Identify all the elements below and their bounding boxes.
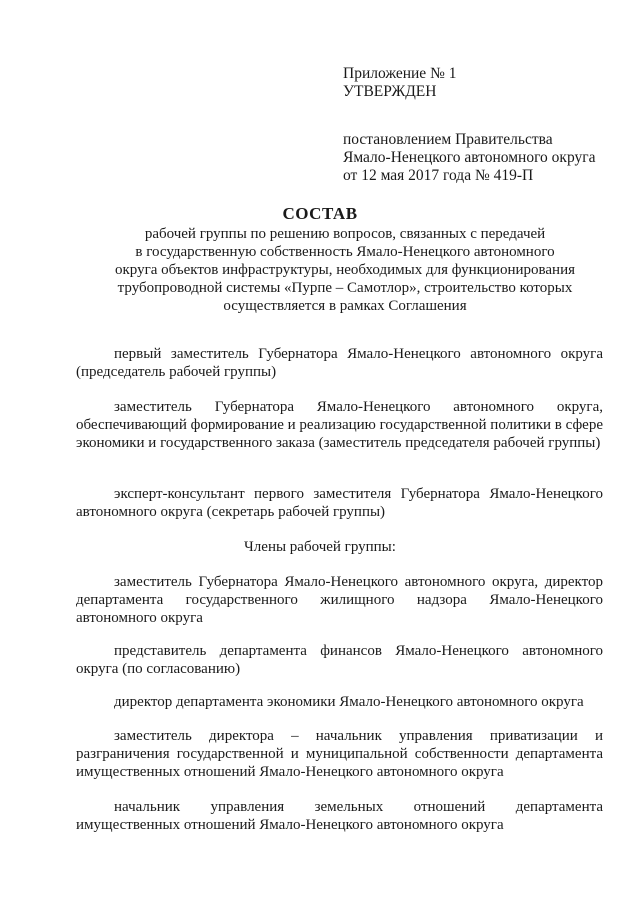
subtitle-line: рабочей группы по решению вопросов, связанных с передачей — [144, 226, 546, 242]
subtitle-line: в государственную собственность Ямало-Ненецкого автономного — [135, 244, 555, 260]
decree-line-2: Ямало-Ненецкого автономного округа — [343, 149, 596, 166]
subtitle-line: осуществляется в рамках Соглашения — [223, 298, 467, 314]
subtitle-line: округа объектов инфраструктуры, необходимых для функционирования — [114, 262, 575, 278]
annex-label: Приложение № 1 — [343, 65, 457, 82]
member-item: заместитель директора – начальник управления приватизации и разграничения государственной и муниципальной собственности департамента имущественных отношений Ямало-Ненецкого автономного округа — [76, 728, 603, 780]
decree-line-3: от 12 мая 2017 года № 419-П — [343, 167, 534, 184]
leadership-secretary: эксперт-консультант первого заместителя Губернатора Ямало-Ненецкого автономного округа (секретарь рабочей группы) — [76, 486, 603, 520]
decree-line-1: постановлением Правительства — [343, 131, 553, 148]
approved-label: УТВЕРЖДЕН — [343, 83, 437, 100]
approval-stamp — [343, 65, 595, 185]
member-item: начальник управления земельных отношений департамента имущественных отношений Ямало-Ненецкого автономного округа — [76, 799, 603, 833]
member-item: директор департамента экономики Ямало-Ненецкого автономного округа — [114, 694, 584, 710]
leadership-chair: первый заместитель Губернатора Ямало-Ненецкого автономного округа (председатель рабочей группы) — [76, 346, 603, 380]
document-title: СОСТАВ — [282, 204, 358, 223]
leadership-deputy-chair: заместитель Губернатора Ямало-Ненецкого автономного округа, обеспечивающий формирование и реализацию государственной политики в сфере экономики и государственного заказа (заместитель председателя рабочей группы) — [76, 399, 603, 451]
member-item: представитель департамента финансов Ямало-Ненецкого автономного округа (по согласованию) — [76, 643, 603, 677]
member-item: заместитель Губернатора Ямало-Ненецкого автономного округа, директор департамента государственного жилищного надзора Ямало-Ненецкого автономного округа — [76, 574, 603, 626]
subtitle-line: трубопроводной системы «Пурпе – Самотлор», строительство которых — [117, 280, 573, 296]
document-subtitle — [90, 225, 600, 315]
members-heading: Члены рабочей группы: — [244, 539, 396, 555]
